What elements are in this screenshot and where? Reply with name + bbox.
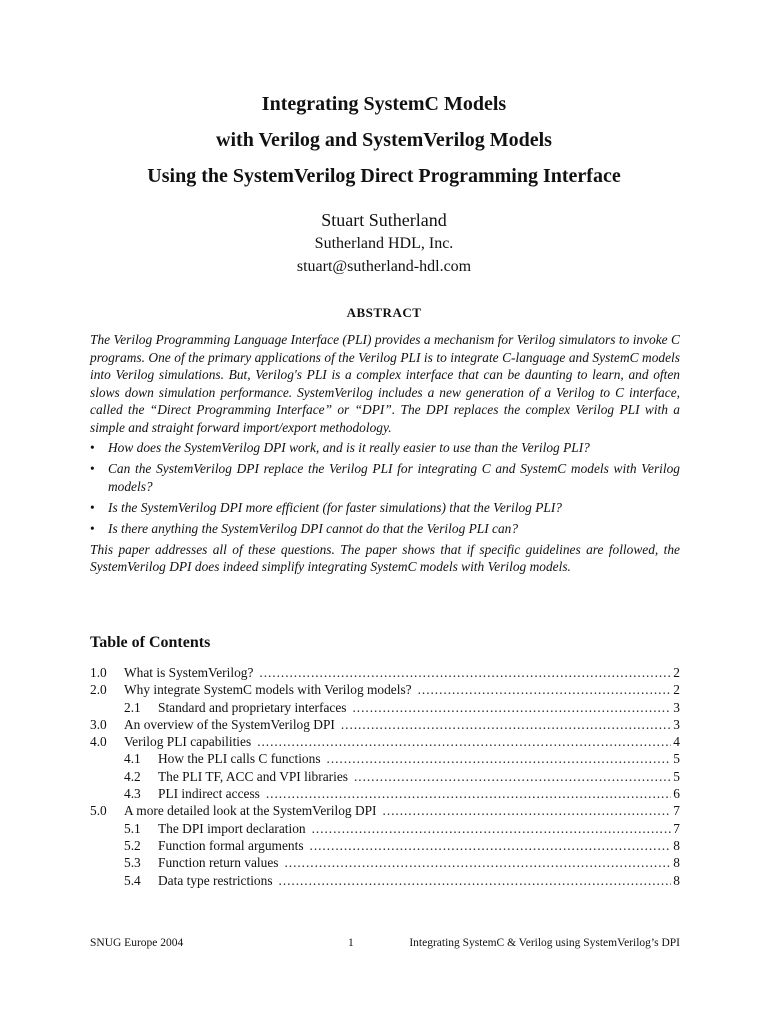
question-text: How does the SystemVerilog DPI work, and is it really easier to use than the Verilog PLI? <box>108 440 590 455</box>
toc-leader <box>312 820 672 837</box>
toc-page-number: 3 <box>673 699 680 715</box>
toc-title: What is SystemVerilog? <box>124 665 254 680</box>
toc-page-number: 7 <box>673 820 680 836</box>
toc-entry[interactable] <box>90 854 680 871</box>
toc-number: 1.0 <box>90 665 107 680</box>
toc-number: 5.2 <box>124 837 141 853</box>
toc-title: Standard and proprietary interfaces <box>158 699 347 715</box>
abstract-body <box>90 331 680 576</box>
toc-leader <box>257 733 671 750</box>
toc-entry[interactable] <box>90 664 680 681</box>
footer-conference: SNUG Europe 2004 <box>90 937 184 949</box>
toc-page-number: 7 <box>673 803 680 819</box>
footer-page-number: 1 <box>348 937 354 949</box>
toc-title: Function return values <box>158 855 279 871</box>
question-text: Can the SystemVerilog DPI replace the Verilog PLI for integrating C and SystemC models with Verilog models? <box>108 461 680 494</box>
toc-title: Function formal arguments <box>158 837 304 853</box>
toc-number: 4.0 <box>90 734 107 750</box>
toc-leader <box>327 750 672 767</box>
toc-title: PLI indirect access <box>158 786 260 802</box>
toc-entry[interactable] <box>90 681 680 698</box>
bullet-icon: • <box>90 461 95 476</box>
toc-page-number: 5 <box>673 751 680 767</box>
toc-number: 2.0 <box>90 682 107 698</box>
toc-entry[interactable] <box>90 802 680 819</box>
toc-leader <box>285 854 672 871</box>
toc-entry[interactable] <box>90 837 680 854</box>
toc-page-number: 2 <box>673 665 680 680</box>
toc-number: 5.4 <box>124 872 141 888</box>
toc-page-number: 5 <box>673 768 680 784</box>
abstract-conclusion: This paper addresses all of these questions. The paper shows that if specific guidelines are followed, the SystemVerilog DPI does indeed simplify integrating SystemC models with Verilog models. <box>90 541 680 574</box>
toc-title: Data type restrictions <box>158 872 273 888</box>
toc-page-number: 3 <box>673 716 680 732</box>
title-line: Using the SystemVerilog Direct Programming Interface <box>147 165 621 187</box>
bullet-icon: • <box>90 440 95 455</box>
bullet-icon: • <box>90 499 95 515</box>
toc-number: 4.3 <box>124 786 141 802</box>
toc-entry[interactable] <box>90 872 680 889</box>
toc-title: How the PLI calls C functions <box>158 751 321 767</box>
toc-number: 2.1 <box>124 699 141 715</box>
toc-leader <box>341 716 671 733</box>
question-text: Is there anything the SystemVerilog DPI cannot do that the Verilog PLI can? <box>108 520 519 536</box>
title-line: Integrating SystemC Models <box>261 93 507 115</box>
toc-page-number: 8 <box>673 855 680 871</box>
toc-page-number: 8 <box>673 837 680 853</box>
toc-page-number: 8 <box>673 872 680 888</box>
toc-title: The DPI import declaration <box>158 820 306 836</box>
question-text: Is the SystemVerilog DPI more efficient (for faster simulations) that the Verilog PLI? <box>108 499 562 515</box>
toc-page-number: 6 <box>673 786 680 802</box>
toc-leader <box>310 837 672 854</box>
table-of-contents <box>90 664 680 889</box>
bullet-icon: • <box>90 520 95 536</box>
title-line: with Verilog and SystemVerilog Models <box>216 129 552 151</box>
question-list <box>90 439 680 537</box>
abstract-intro: The Verilog Programming Language Interface (PLI) provides a mechanism for Verilog simulators to invoke C programs. One of the primary applications of the Verilog PLI is to integrate C-language and SystemC models into Verilog simulations. But, Verilog's PLI is a complex interface that can be daunting to learn, and often slows down simulation performance. SystemVerilog includes a new generation of a Verilog to C interface, called the “Direct Programming Interface” or “DPI”. The DPI replaces the complex Verilog PLI with a simple and straight forward import/export methodology. <box>90 332 680 435</box>
toc-number: 5.0 <box>90 803 107 819</box>
toc-leader <box>279 872 672 889</box>
toc-leader <box>418 681 672 698</box>
abstract-heading: ABSTRACT <box>346 305 422 320</box>
toc-title: The PLI TF, ACC and VPI libraries <box>158 768 348 784</box>
toc-page-number: 4 <box>673 734 680 750</box>
toc-entry[interactable] <box>90 750 680 767</box>
author-email: stuart@sutherland-hdl.com <box>296 258 472 275</box>
toc-leader <box>266 785 671 802</box>
question-item <box>90 499 680 517</box>
toc-title: A more detailed look at the SystemVerilog DPI <box>124 803 377 819</box>
toc-entry[interactable] <box>90 768 680 785</box>
toc-number: 5.3 <box>124 855 141 871</box>
toc-entry[interactable] <box>90 699 680 716</box>
toc-title: Why integrate SystemC models with Verilog models? <box>124 682 412 698</box>
toc-title: Verilog PLI capabilities <box>124 734 252 750</box>
toc-leader <box>353 699 672 716</box>
paper-title <box>0 86 768 194</box>
toc-leader <box>259 664 671 681</box>
toc-leader <box>354 768 671 785</box>
toc-leader <box>383 802 672 819</box>
toc-heading: Table of Contents <box>90 634 211 651</box>
toc-title: An overview of the SystemVerilog DPI <box>124 716 335 732</box>
author-name: Stuart Sutherland <box>321 210 447 230</box>
author-block <box>0 208 768 278</box>
toc-entry[interactable] <box>90 785 680 802</box>
toc-number: 4.1 <box>124 751 141 767</box>
author-organization: Sutherland HDL, Inc. <box>314 235 454 252</box>
toc-entry[interactable] <box>90 733 680 750</box>
footer-running-title: Integrating SystemC & Verilog using SystemVerilog’s DPI <box>409 937 680 949</box>
toc-number: 3.0 <box>90 716 107 732</box>
toc-page-number: 2 <box>673 682 680 698</box>
question-item <box>90 439 680 457</box>
toc-number: 5.1 <box>124 820 141 836</box>
toc-number: 4.2 <box>124 768 141 784</box>
question-item <box>90 460 680 495</box>
toc-entry[interactable] <box>90 716 680 733</box>
toc-entry[interactable] <box>90 820 680 837</box>
question-item <box>90 520 680 538</box>
